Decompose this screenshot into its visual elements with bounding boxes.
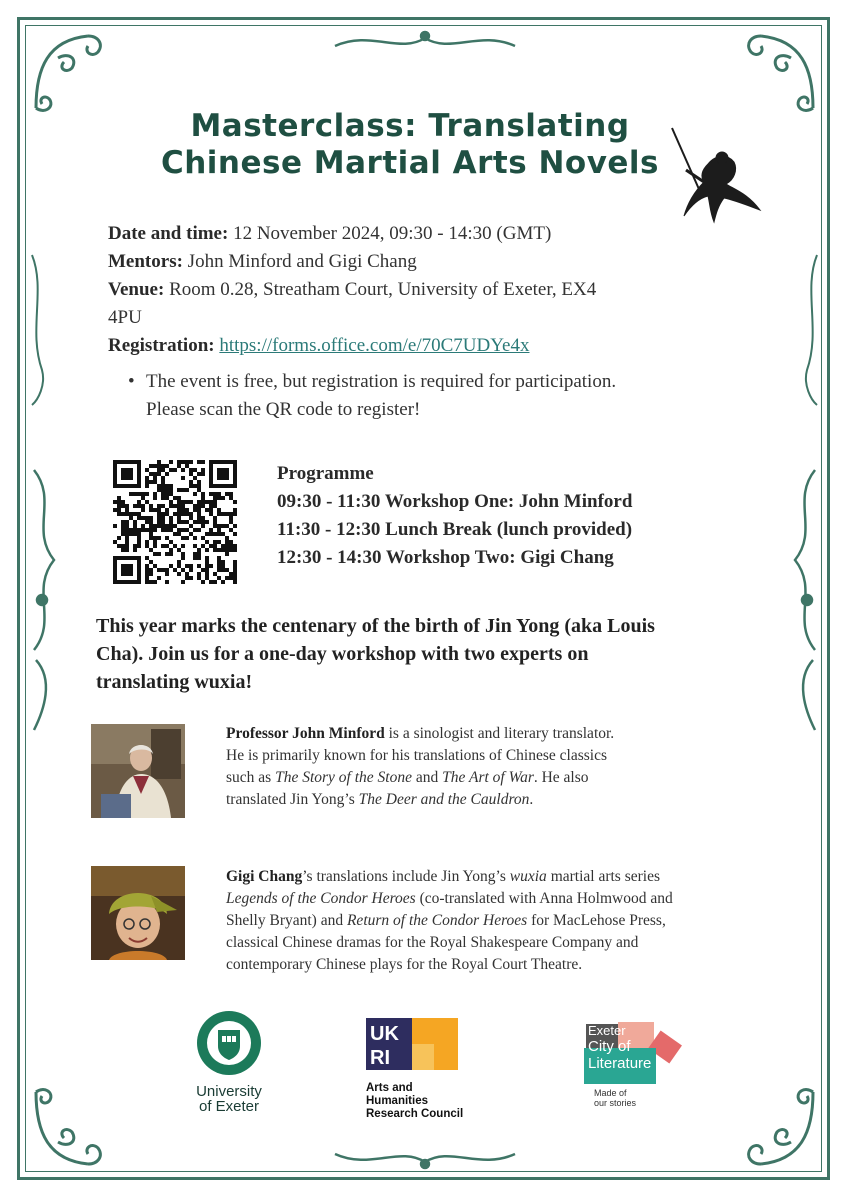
intro-line-3: translating wuxia!	[96, 671, 253, 693]
programme-item: 12:30 - 14:30 Workshop Two: Gigi Chang	[277, 547, 614, 568]
svg-text:UK: UK	[370, 1023, 399, 1045]
city-line-1: Exeter	[588, 1023, 626, 1038]
corner-ornament-bottom-right	[731, 1082, 821, 1172]
venue-label: Venue:	[108, 279, 165, 300]
bio-text: and	[411, 769, 443, 786]
left-upper-ornament	[24, 250, 50, 410]
gigi-chang-bio	[226, 866, 756, 976]
bio-line	[226, 723, 756, 745]
city-line-3: Literature	[588, 1055, 652, 1072]
venue-row	[108, 276, 728, 304]
bio-text: martial arts series	[546, 868, 661, 885]
bio-line	[226, 866, 756, 888]
ukri-line-1: Arts and	[366, 1082, 413, 1094]
intro-line-1: This year marks the centenary of the birth of Jin Yong (aka Louis	[96, 615, 655, 637]
bio-line: contemporary Chinese plays for the Royal Court Theatre.	[226, 956, 583, 973]
bottom-flourish-ornament	[330, 1144, 520, 1174]
event-details	[108, 220, 728, 360]
date-value: 12 November 2024, 09:30 - 14:30 (GMT)	[228, 223, 552, 244]
date-label: Date and time:	[108, 223, 229, 244]
corner-ornament-top-right	[731, 28, 821, 118]
registration-note-line-2: Please scan the QR code to register!	[146, 399, 421, 420]
intro-paragraph	[96, 612, 776, 696]
date-row	[108, 220, 728, 248]
university-of-exeter-logo	[184, 1010, 274, 1114]
top-flourish-ornament	[330, 26, 520, 56]
bio-text: translated Jin Yong’s	[226, 791, 359, 808]
svg-text:RI: RI	[370, 1047, 390, 1069]
mentors-value: John Minford and Gigi Chang	[182, 251, 417, 272]
registration-qr-code[interactable]	[113, 460, 237, 584]
programme-heading: Programme	[277, 463, 374, 484]
registration-note	[128, 368, 746, 424]
city-tagline-2: our stories	[594, 1098, 637, 1108]
corner-ornament-top-left	[28, 28, 118, 118]
city-line-2: City of	[588, 1038, 631, 1055]
book-title: Return of the Condor Heroes	[346, 912, 528, 929]
programme-item: 09:30 - 11:30 Workshop One: John Minford	[277, 491, 633, 512]
corner-ornament-bottom-left	[28, 1082, 118, 1172]
book-title: The Art of War	[442, 769, 534, 786]
right-side-ornament	[785, 460, 825, 740]
bio-text: is a sinologist and literary translator.	[384, 725, 615, 742]
bio-line: He is primarily known for his translations of Chinese classics	[226, 747, 607, 764]
venue-value: Room 0.28, Streatham Court, University of Exeter, EX4	[164, 279, 597, 300]
gigi-chang-photo	[91, 866, 185, 960]
programme-item: 11:30 - 12:30 Lunch Break (lunch provided)	[277, 519, 633, 540]
bio-text: such as	[226, 769, 276, 786]
mentors-row	[108, 248, 728, 276]
bio-text: .	[529, 791, 534, 808]
ukri-line-3: Research Council	[366, 1108, 464, 1120]
poster-title	[110, 108, 710, 182]
bio-text: for MacLehose Press,	[527, 912, 666, 929]
mentors-label: Mentors:	[108, 251, 183, 272]
wuxia-term: wuxia	[509, 868, 547, 885]
gigi-chang-name: Gigi Chang	[226, 868, 303, 885]
right-upper-ornament	[799, 250, 825, 410]
bio-text: (co-translated with Anna Holmwood and	[415, 890, 673, 907]
book-title: Legends of the Condor Heroes	[226, 890, 416, 907]
bio-line	[226, 888, 756, 910]
john-minford-bio	[226, 723, 756, 811]
exeter-crest-icon	[196, 1010, 262, 1076]
book-title: The Deer and the Cauldron	[358, 791, 530, 808]
exeter-line-1: University	[196, 1083, 262, 1100]
bio-line: classical Chinese dramas for the Royal Shakespeare Company and	[226, 934, 639, 951]
bio-text: ’s translations include Jin Yong’s	[302, 868, 510, 885]
venue-row-continued	[108, 304, 728, 332]
intro-line-2: Cha). Join us for a one-day workshop with two experts on	[96, 643, 589, 665]
registration-note-line-1: • The event is free, but registration is required for participation.	[146, 371, 617, 392]
title-line-2: Chinese Martial Arts Novels	[160, 145, 660, 181]
registration-link[interactable]: https://forms.office.com/e/70C7UDYe4x	[219, 335, 530, 356]
ukri-ahrc-logo	[366, 1018, 506, 1121]
left-side-ornament	[24, 460, 64, 740]
bio-text: . He also	[533, 769, 589, 786]
bio-line	[226, 767, 756, 789]
bio-text: Shelly Bryant) and	[226, 912, 347, 929]
ukri-line-2: Humanities	[366, 1095, 428, 1107]
programme-schedule	[277, 460, 747, 572]
bio-line	[226, 789, 756, 811]
ukri-mark-icon	[366, 1018, 458, 1070]
title-line-1: Masterclass: Translating	[190, 108, 630, 144]
john-minford-name: Professor John Minford	[226, 725, 385, 742]
registration-label: Registration:	[108, 335, 215, 356]
bio-line	[226, 910, 756, 932]
city-tagline-1: Made of	[594, 1088, 627, 1098]
registration-row	[108, 332, 728, 360]
john-minford-photo	[91, 724, 185, 818]
venue-value-continued: 4PU	[108, 307, 142, 328]
martial-artist-silhouette-icon	[664, 124, 764, 224]
exeter-line-2: of Exeter	[198, 1098, 260, 1115]
exeter-city-of-literature-logo	[578, 1018, 708, 1108]
book-title: The Story of the Stone	[275, 769, 412, 786]
